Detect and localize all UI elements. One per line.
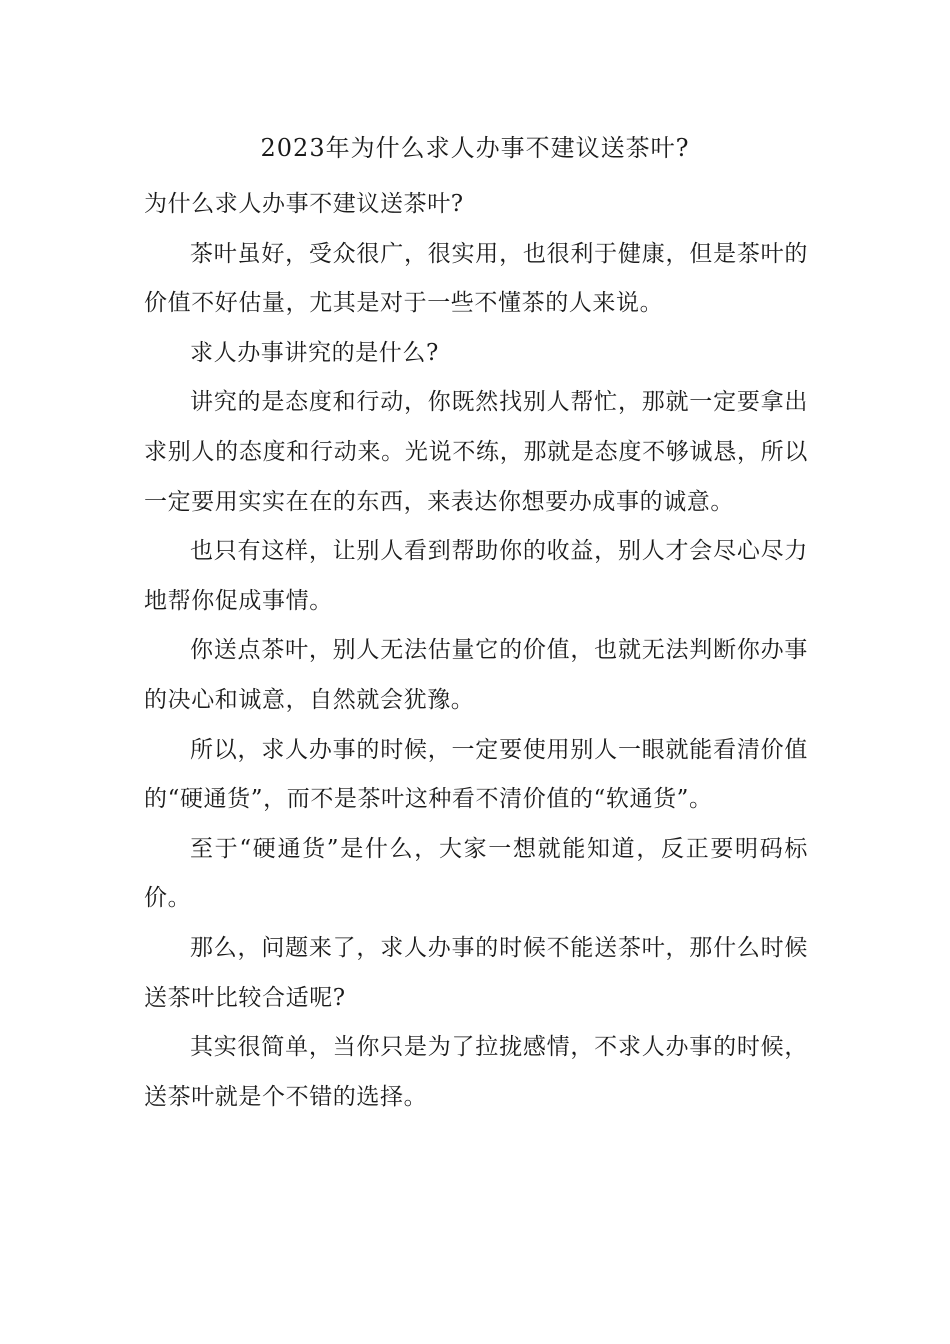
paragraph: 也只有这样，让别人看到帮助你的收益，别人才会尽心尽力地帮你促成事情。 <box>144 538 808 614</box>
paragraph: 那么，问题来了，求人办事的时候不能送茶叶，那什么时候送茶叶比较合适呢? <box>144 934 808 1011</box>
paragraph: 所以，求人办事的时候，一定要使用别人一眼就能看清价值的“硬通货”，而不是茶叶这种看不清价值的“软通货”。 <box>144 736 808 813</box>
document-title: 2023年为什么求人办事不建议送茶叶? <box>260 134 690 162</box>
paragraph: 其实很简单，当你只是为了拉拢感情，不求人办事的时候，送茶叶就是个不错的选择。 <box>144 1034 808 1110</box>
document-body <box>144 180 808 1122</box>
paragraph: 讲究的是态度和行动，你既然找别人帮忙，那就一定要拿出求别人的态度和行动来。光说不练，那就是态度不够诚恳，所以一定要用实实在在的东西，来表达你想要办成事的诚意。 <box>144 389 808 515</box>
paragraph: 你送点茶叶，别人无法估量它的价值，也就无法判断你办事的决心和诚意，自然就会犹豫。 <box>144 637 808 713</box>
paragraph: 至于“硬通货”是什么，大家一想就能知道，反正要明码标价。 <box>144 835 808 912</box>
paragraph: 茶叶虽好，受众很广，很实用，也很利于健康，但是茶叶的价值不好估量，尤其是对于一些不懂茶的人来说。 <box>144 240 808 317</box>
paragraph: 求人办事讲究的是什么? <box>190 339 439 366</box>
section-heading: 为什么求人办事不建议送茶叶? <box>144 191 464 217</box>
